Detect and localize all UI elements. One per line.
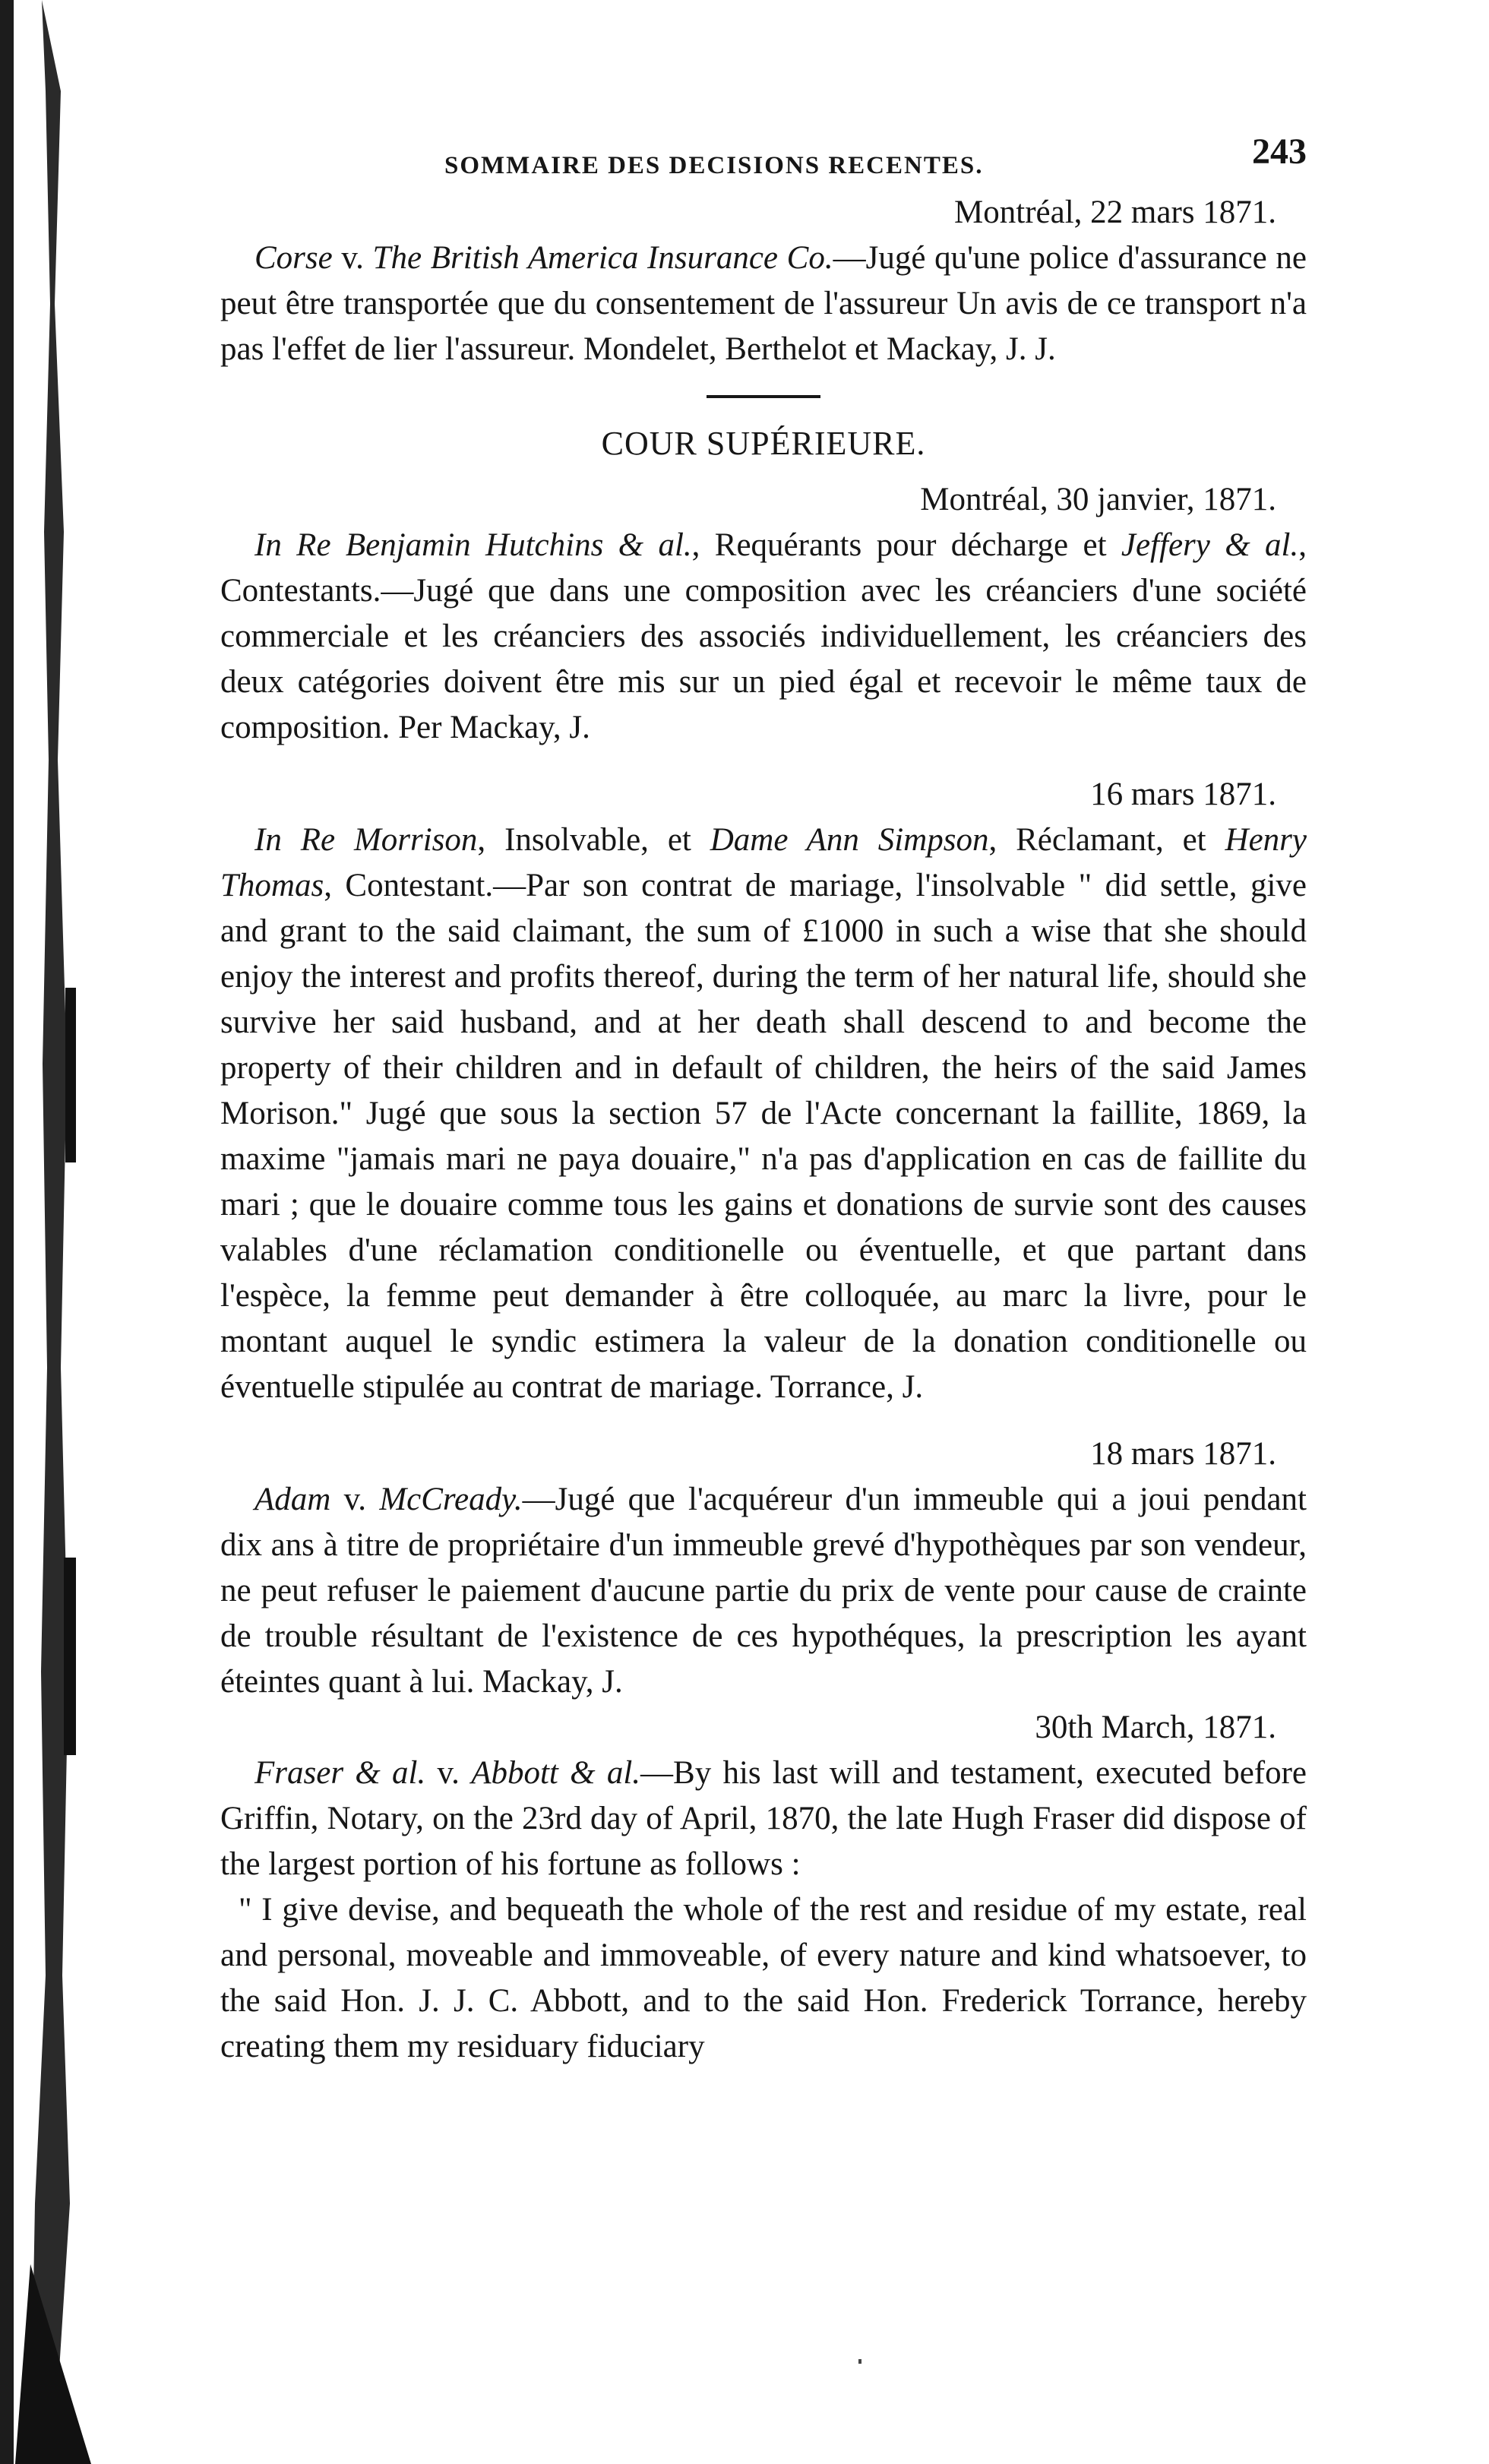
will-quotation: " I give devise, and bequeath the whole of the rest and residue of my estate, real and personal, moveable and immoveable, of every nature and kind whatsoever, to the said Hon. J. J. C. Abbott, and to the said Hon. Frederick Torrance, hereby creating them my residuary fiduciary	[220, 1892, 1307, 2064]
case-body: —By his last will and testament, executed before Griffin, Notary, on the 23rd day of April, 1870, the late Hugh Fraser did dispose of the largest portion of his fortune as follows :	[220, 1755, 1307, 1882]
case-name: The British America Insurance Co.	[372, 240, 833, 276]
case-separator: , Réclamant, et	[988, 822, 1225, 858]
case-name: Adam	[254, 1482, 331, 1517]
dateline-3: 16 mars 1871.	[1090, 777, 1276, 812]
dateline-2: Montréal, 30 janvier, 1871.	[920, 482, 1276, 517]
case-name: Abbott & al.	[471, 1755, 641, 1791]
case-body: , Contestant.—Par son contrat de mariage, l'insolvable " did settle, give and grant to the said claimant, the sum of £1000 in such a wise that she should enjoy the interest and profits thereof, during the term of her natural life, should she survive her said husband, and at her death shall descend to and become the property of their children and in default of children, the heirs of the said James Morison." Jugé que sous la section 57 de l'Acte concernant la faillite, 1869, la maxime "jamais mari ne paya douaire," n'a pas d'application en cas de faillite du mari ; que le douaire comme tous les gains et donations de survie sont des causes valables d'une réclamation conditionelle ou éventuelle, et que partant dans l'espèce, la femme peut demander à être colloquée, au marc la livre, pour le montant auquel le syndic estimera la valeur de la donation conditionelle ou éventuelle stipulée au contrat de mariage. Torrance, J.	[220, 868, 1307, 1405]
case-body: —Jugé que l'acquéreur d'un immeuble qui a joui pendant dix ans à titre de propriétaire d'un immeuble grevé d'hypothèques par son vendeur, ne peut refuser le paiement d'aucune partie du prix de vente pour cause de crainte de trouble résultant de l'existence de ces hypothéques, la prescription les ayant éteintes quant à lui. Mackay, J.	[220, 1482, 1307, 1700]
book-binding-edge	[0, 0, 114, 2464]
case-separator: , Insolvable, et	[477, 822, 710, 858]
case-hutchins	[220, 523, 1307, 751]
case-name: In Re Morrison	[254, 822, 478, 858]
running-head: SOMMAIRE DES DECISIONS RECENTES.	[444, 152, 984, 179]
dateline-5: 30th March, 1871.	[1035, 1710, 1276, 1745]
case-corse	[220, 236, 1307, 372]
page-number: 243	[1252, 131, 1307, 172]
case-separator: v.	[330, 1482, 380, 1517]
dateline-1: Montréal, 22 mars 1871.	[954, 195, 1276, 230]
case-morrison	[220, 818, 1307, 1410]
section-divider	[707, 395, 820, 398]
case-name: Corse	[254, 240, 333, 276]
case-adam	[220, 1477, 1307, 1705]
ink-speck	[858, 2359, 861, 2364]
case-name: In Re Benjamin Hutchins & al.	[254, 527, 692, 563]
case-name: Dame Ann Simpson	[710, 822, 989, 858]
case-fraser	[220, 1751, 1307, 1887]
page-header	[220, 129, 1307, 190]
case-separator: v.	[425, 1755, 472, 1791]
case-name: McCready.	[379, 1482, 523, 1517]
book-page	[220, 129, 1307, 2070]
case-body: —Jugé qu'une police d'assurance ne peut être transportée que du consentement de l'assureur Un avis de ce transport n'a pas l'effet de lier l'assureur. Mondelet, Berthelot et Mackay, J. J.	[220, 240, 1307, 367]
case-separator: , Requérants pour décharge et	[691, 527, 1121, 563]
case-name: Henry Thomas	[220, 822, 1307, 903]
case-body: , Contestants.—Jugé que dans une composition avec les créanciers d'une société commerciale et les créanciers des associés individuellement, les créanciers des deux catégories doivent être mis sur un pied égal et recevoir le même taux de composition. Per Mackay, J.	[220, 527, 1307, 745]
case-name: Fraser & al.	[254, 1755, 426, 1791]
dateline-4: 18 mars 1871.	[1090, 1436, 1276, 1472]
court-heading: COUR SUPÉRIEURE.	[601, 425, 926, 462]
case-name: Jeffery & al.	[1121, 527, 1299, 563]
case-separator: v.	[332, 240, 373, 276]
